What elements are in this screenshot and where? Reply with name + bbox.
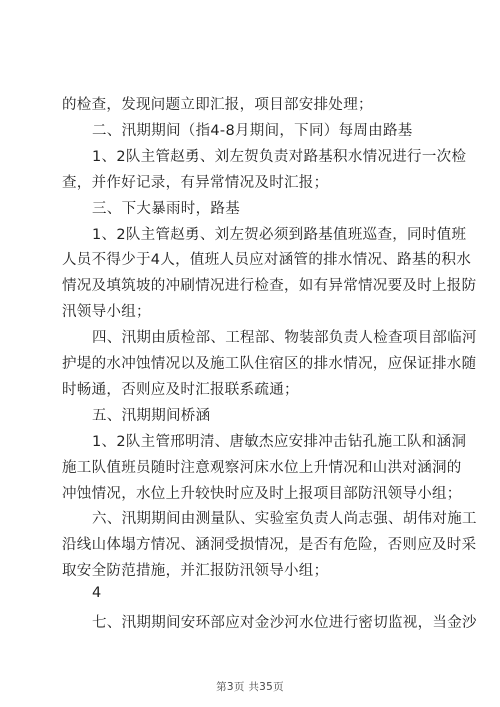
page-footer: 第3页 共35页: [216, 681, 284, 693]
text-line: 汛领导小组；: [62, 304, 151, 321]
text-line: 取安全防范措施，并汇报防汛领导小组；: [62, 563, 329, 580]
section-heading: 四、汛期由质检部、工程部、物装部负责人检查项目部临河: [92, 330, 477, 347]
text-line: 护堤的水冲蚀情况以及施工队住宿区的排水情况，应保证排水随: [62, 356, 477, 372]
text-line: 时畅通，否则应及时汇报联系疏通；: [62, 381, 299, 398]
section-heading: 三、下大暴雨时，路基: [92, 200, 240, 217]
page-marker: 4: [92, 585, 102, 602]
text-line: 沿线山体塌方情况、涵洞受损情况，是否有危险，否则应及时采: [62, 537, 477, 554]
text-line: 1、2队主管赵勇、刘左贺负责对路基积水情况进行一次检: [92, 148, 467, 165]
text-line: 冲蚀情况，水位上升较快时应及时上报项目部防汛领导小组；: [62, 485, 462, 502]
text-line: 情况及填筑坡的冲刷情况进行检查，如有异常情况要及时上报防: [62, 278, 477, 295]
section-heading: 六、汛期期间由测量队、实验室负责人尚志强、胡伟对施工: [92, 511, 477, 528]
text-line: 查，并作好记录，有异常情况及时汇报；: [62, 174, 329, 191]
text-line: 1、2队主管赵勇、刘左贺必须到路基值班巡查，同时值班: [92, 226, 467, 243]
text-line: 的检查，发现问题立即汇报，项目部安排处理；: [62, 97, 373, 113]
text-line: 七、汛期期间安环部应对金沙河水位进行密切监视，当金沙: [92, 615, 477, 631]
section-heading: 二、汛期期间（指4-8月期间，下同）每周由路基: [92, 122, 413, 139]
text-line: 人员不得少于4人，值班人员应对涵管的排水情况、路基的积水: [62, 252, 472, 269]
text-line: 1、2队主管邢明清、唐敏杰应安排冲击钻孔施工队和涵洞: [92, 433, 467, 450]
section-heading: 五、汛期期间桥涵: [92, 407, 211, 424]
text-line: 施工队值班员随时注意观察河床水位上升情况和山洪对涵洞的: [62, 459, 462, 476]
